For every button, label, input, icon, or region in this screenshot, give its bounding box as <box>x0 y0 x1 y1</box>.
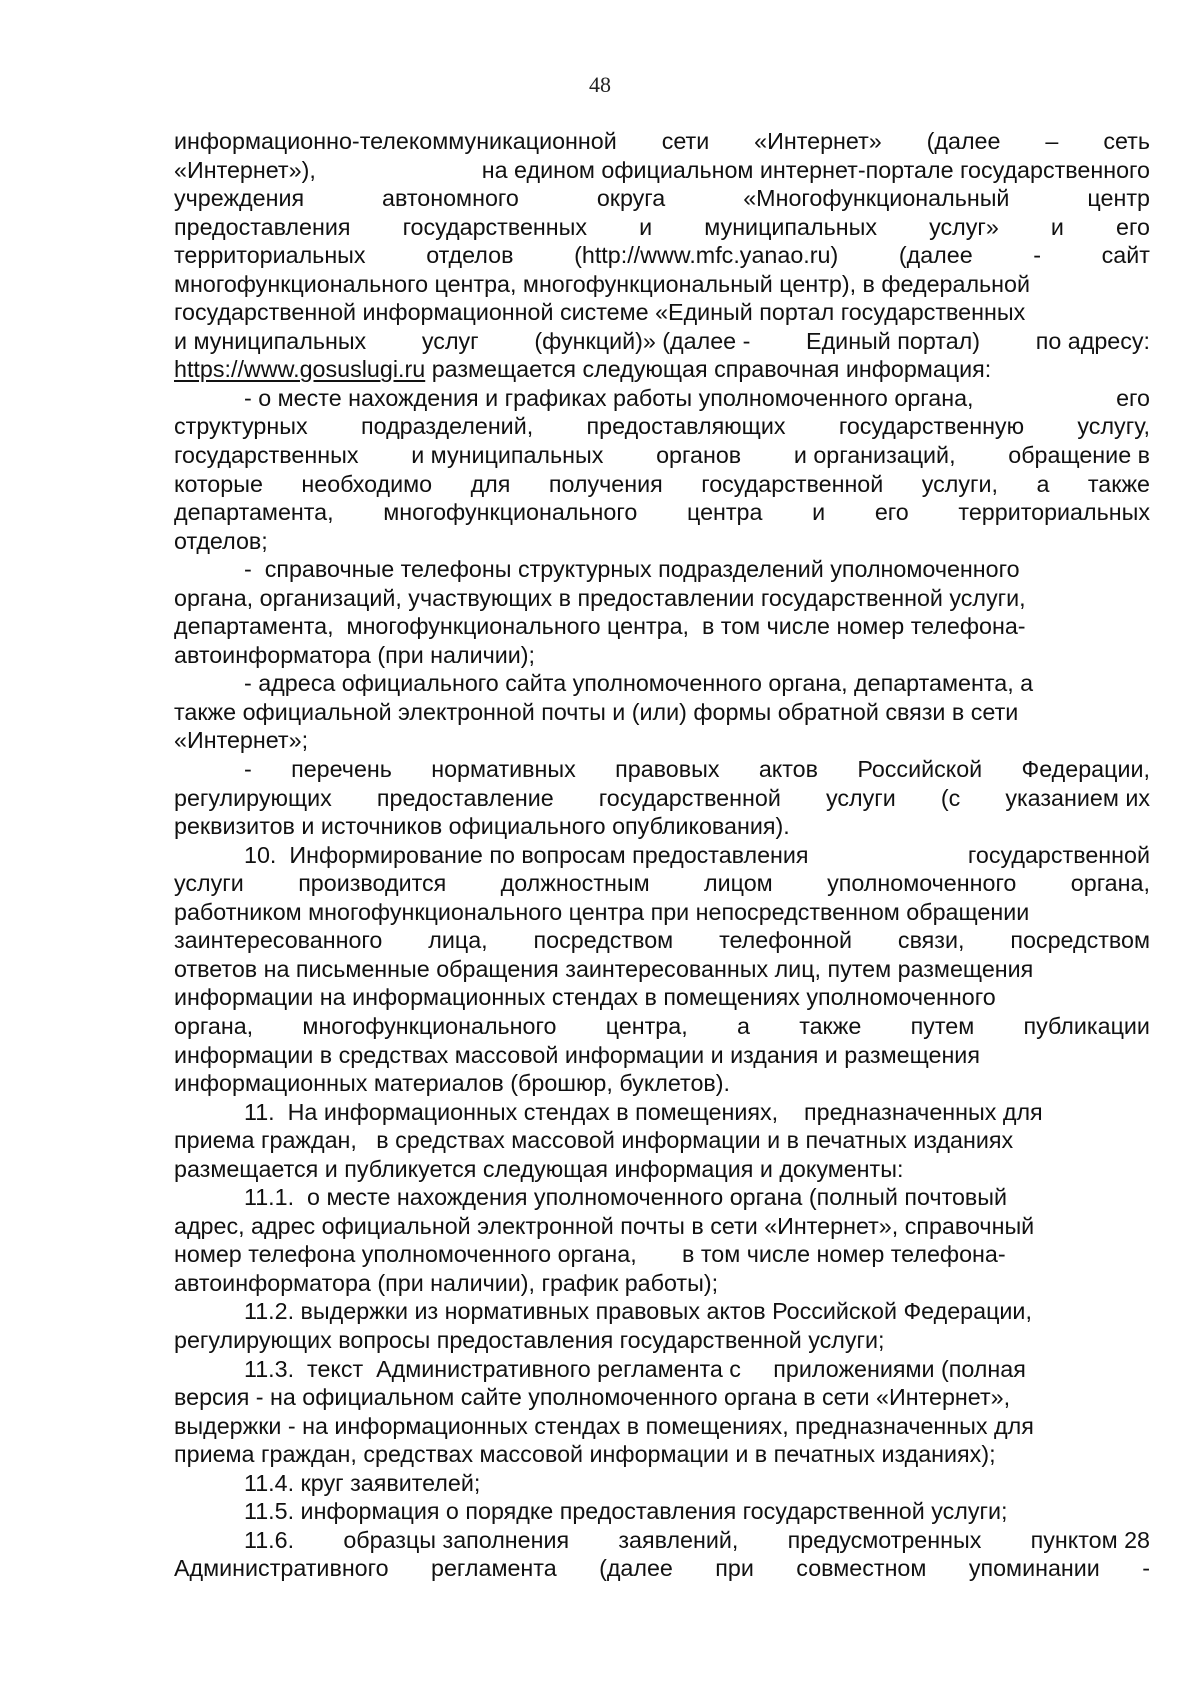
text-line <box>174 1041 1150 1070</box>
line-word: (далее <box>926 128 1001 154</box>
text-line <box>174 1126 1150 1155</box>
text-line <box>174 555 1150 584</box>
text-line <box>174 1012 1150 1041</box>
line-text: 11.5. информация о порядке предоставления государственной услуги; <box>244 1498 1008 1525</box>
text-line <box>174 527 1150 556</box>
text-line <box>174 1183 1150 1212</box>
line-word: его <box>874 499 909 526</box>
line-word: - о месте нахождения и графиках работы уполномоченного органа, <box>244 384 974 411</box>
line-word: органов <box>656 442 742 469</box>
line-word: подразделений, <box>361 413 534 440</box>
line-word: должностным <box>500 870 650 897</box>
line-word: (с <box>940 784 961 811</box>
text-line <box>174 127 1150 156</box>
line-word: структурных <box>174 413 308 440</box>
line-word: предусмотренных <box>787 1526 982 1553</box>
text-line <box>174 669 1150 698</box>
line-word: правовых <box>615 756 720 783</box>
line-word: органа, <box>1070 870 1150 897</box>
line-word: многофункционального <box>302 1012 557 1039</box>
text-line <box>174 1155 1150 1184</box>
line-word: Административного <box>174 1555 389 1582</box>
line-text: - справочные телефоны структурных подразделений уполномоченного <box>244 556 1020 583</box>
line-word: производится <box>298 870 447 897</box>
line-word: предоставляющих <box>586 413 786 440</box>
text-line <box>174 898 1150 927</box>
line-word: а <box>736 1012 750 1039</box>
line-word: сети <box>661 128 710 154</box>
line-text: приема граждан, средствах массовой информации и в печатных изданиях); <box>174 1441 996 1468</box>
line-word: публикации <box>1023 1012 1150 1039</box>
line-word: перечень <box>291 756 392 783</box>
line-word: и <box>639 213 653 240</box>
text-line <box>174 1355 1150 1384</box>
text-line <box>174 1069 1150 1098</box>
line-word: и муниципальных <box>411 442 604 469</box>
line-word: образцы заполнения <box>343 1526 570 1553</box>
line-word: также <box>799 1012 862 1039</box>
text-line <box>174 213 1150 242</box>
line-word: государственной <box>701 470 884 497</box>
line-text: информационных материалов (брошюр, буклетов). <box>174 1070 731 1097</box>
line-word: услугу, <box>1077 413 1150 440</box>
line-word: лицом <box>704 870 773 897</box>
line-word: (функций)» (далее - <box>534 327 751 354</box>
line-word: отделов <box>426 242 514 269</box>
line-word: государственных <box>402 213 588 240</box>
text-line <box>174 1554 1150 1583</box>
line-text: выдержки - на информационных стендах в помещениях, предназначенных для <box>174 1412 1034 1439</box>
line-word: Российской <box>857 756 983 783</box>
line-word: заявлений, <box>618 1526 739 1553</box>
text-line <box>174 1098 1150 1127</box>
text-line <box>174 270 1150 299</box>
text-line <box>174 298 1150 327</box>
text-line <box>174 1269 1150 1298</box>
text-line <box>174 926 1150 955</box>
text-line <box>174 498 1150 527</box>
text-line <box>174 1297 1150 1326</box>
text-line <box>174 1326 1150 1355</box>
line-word: нормативных <box>431 756 576 783</box>
text-line <box>174 812 1150 841</box>
gosuslugi-link[interactable]: https://www.gosuslugi.ru <box>174 356 426 383</box>
line-text: ответов на письменные обращения заинтересованных лиц, путем размещения <box>174 955 1034 982</box>
text-line <box>174 1212 1150 1241</box>
line-word: (далее <box>898 242 973 269</box>
line-word: и <box>1050 213 1064 240</box>
line-text: номер телефона уполномоченного органа, в том числе номер телефона- <box>174 1241 1006 1268</box>
line-text: размещается и публикуется следующая информация и документы: <box>174 1155 904 1182</box>
text-line <box>174 470 1150 499</box>
text-line <box>174 384 1150 413</box>
text-line <box>174 1383 1150 1412</box>
line-text: - адреса официального сайта уполномоченного органа, департамента, а <box>244 670 1034 697</box>
line-word: «Интернет»), <box>174 156 316 183</box>
line-word: по адресу: <box>1035 327 1150 354</box>
line-word: сеть <box>1103 128 1150 154</box>
line-text: информации в средствах массовой информации и издания и размещения <box>174 1041 980 1068</box>
line-word: центра <box>686 499 763 526</box>
text-line <box>174 641 1150 670</box>
line-word: учреждения <box>174 185 305 212</box>
line-word: «Многофункциональный <box>743 185 1010 212</box>
line-text: информации на информационных стендах в помещениях уполномоченного <box>174 984 996 1011</box>
line-word: совместном <box>796 1555 927 1582</box>
line-word: округа <box>596 185 666 212</box>
text-line <box>174 327 1150 356</box>
text-line <box>174 1526 1150 1555</box>
line-word: услуги, <box>921 470 999 497</box>
line-word: регламента <box>431 1555 557 1582</box>
line-word: предоставление <box>376 784 554 811</box>
line-word: муниципальных <box>704 213 877 240</box>
text-line <box>174 1240 1150 1269</box>
line-word: которые <box>174 470 263 497</box>
line-word: государственной <box>598 784 781 811</box>
line-text: размещается следующая справочная информация: <box>425 356 992 383</box>
line-text: многофункционального центра, многофункциональный центр), в федеральной <box>174 270 1031 297</box>
text-line <box>174 441 1150 470</box>
line-word: департамента, <box>174 499 334 526</box>
line-word: 11.6. <box>244 1526 295 1553</box>
text-line <box>174 726 1150 755</box>
text-line <box>174 955 1150 984</box>
text-line <box>174 784 1150 813</box>
text-line <box>174 612 1150 641</box>
line-word: и муниципальных <box>174 327 367 354</box>
line-word: уполномоченного <box>827 870 1017 897</box>
text-line <box>174 983 1150 1012</box>
line-word: «Интернет» <box>754 128 882 154</box>
text-line <box>174 1440 1150 1469</box>
line-word: - <box>1142 1555 1150 1582</box>
line-word: государственных <box>174 442 359 469</box>
line-word: центр <box>1087 185 1150 212</box>
line-text: версия - на официальном сайте уполномоченного органа в сети «Интернет», <box>174 1384 1011 1411</box>
line-word: Единый портал) <box>806 327 981 354</box>
text-line <box>174 841 1150 870</box>
line-word: (далее <box>599 1555 673 1582</box>
line-word: 10. Информирование по вопросам предоставления <box>244 841 809 868</box>
line-word: автономного <box>382 185 519 212</box>
line-word: при <box>715 1555 754 1582</box>
text-line <box>174 869 1150 898</box>
line-word: для <box>470 470 511 497</box>
line-word: лица, <box>428 927 488 954</box>
line-word: услуги <box>825 784 896 811</box>
line-word: телефонной <box>719 927 853 954</box>
line-word: получения <box>548 470 663 497</box>
line-text: 11. На информационных стендах в помещениях, предназначенных для <box>244 1098 1043 1125</box>
line-word: государственную <box>838 413 1025 440</box>
text-line <box>174 1412 1150 1441</box>
line-word: а <box>1036 470 1050 497</box>
line-word: заинтересованного <box>174 927 383 954</box>
text-line <box>174 698 1150 727</box>
line-word: услуги <box>174 870 244 897</box>
line-word: центра, <box>605 1012 688 1039</box>
line-word: его <box>1116 213 1150 240</box>
text-line <box>174 412 1150 441</box>
line-word: также <box>1087 470 1150 497</box>
line-text: органа, организаций, участвующих в предоставлении государственной услуги, <box>174 584 1026 611</box>
line-word: Федерации, <box>1021 756 1150 783</box>
line-word: и организаций, <box>793 442 956 469</box>
line-word: путем <box>910 1012 975 1039</box>
line-word: - <box>1033 242 1042 269</box>
line-word: актов <box>758 756 818 783</box>
line-word: - <box>244 756 252 783</box>
line-text: автоинформатора (при наличии); <box>174 641 535 668</box>
line-word: услуг» <box>929 213 999 240</box>
line-text: адрес, адрес официальной электронной почты в сети «Интернет», справочный <box>174 1212 1035 1239</box>
text-line <box>174 1497 1150 1526</box>
line-text: 11.4. круг заявителей; <box>244 1469 481 1496</box>
line-word: сайт <box>1101 242 1150 269</box>
line-word: упоминании <box>968 1555 1100 1582</box>
line-word: и <box>812 499 826 526</box>
line-text: департамента, многофункционального центра, в том числе номер телефона- <box>174 613 1026 640</box>
line-text: 11.3. текст Административного регламента с приложениями (полная <box>244 1355 1026 1382</box>
line-text: государственной информационной системе «Единый портал государственных <box>174 299 1026 326</box>
body-text <box>174 127 1150 1583</box>
text-line <box>174 156 1150 185</box>
text-line <box>174 241 1150 270</box>
line-word: органа, <box>174 1012 254 1039</box>
line-word: посредством <box>1010 927 1150 954</box>
text-line <box>174 584 1150 613</box>
text-line <box>174 184 1150 213</box>
line-word: обращение в <box>1008 442 1150 469</box>
line-word: связи, <box>897 927 965 954</box>
line-text: «Интернет»; <box>174 727 309 754</box>
text-line <box>174 355 1150 384</box>
line-text: регулирующих вопросы предоставления государственной услуги; <box>174 1326 885 1353</box>
line-text: работником многофункционального центра при непосредственном обращении <box>174 898 1030 925</box>
line-word: территориальных <box>958 499 1150 526</box>
line-word: услуг <box>421 327 479 354</box>
line-word: пунктом 28 <box>1030 1526 1150 1553</box>
line-text: реквизитов и источников официального опубликования). <box>174 813 790 840</box>
line-text: приема граждан, в средствах массовой информации и в печатных изданиях <box>174 1127 1014 1154</box>
line-word: его <box>1116 384 1150 411</box>
text-line <box>174 755 1150 784</box>
line-word: на едином официальном интернет-портале государственного <box>481 156 1150 183</box>
page-number: 48 <box>589 72 611 97</box>
line-text: отделов; <box>174 527 268 554</box>
line-text: 11.2. выдержки из нормативных правовых актов Российской Федерации, <box>244 1298 1032 1325</box>
line-word: государственной <box>967 841 1150 868</box>
line-word: необходимо <box>301 470 433 497</box>
line-text: 11.1. о месте нахождения уполномоченного органа (полный почтовый <box>244 1184 1008 1211</box>
line-word: территориальных <box>174 242 366 269</box>
line-word: указанием их <box>1005 784 1150 811</box>
line-word: посредством <box>533 927 674 954</box>
line-word: регулирующих <box>174 784 332 811</box>
line-word: многофункционального <box>383 499 638 526</box>
line-text: автоинформатора (при наличии), график работы); <box>174 1269 719 1296</box>
line-word: – <box>1045 128 1059 154</box>
line-word: предоставления <box>174 213 351 240</box>
line-word: информационно-телекоммуникационной <box>174 128 617 154</box>
line-word: (http://www.mfc.yanao.ru) <box>574 242 839 269</box>
line-text: также официальной электронной почты и (или) формы обратной связи в сети <box>174 698 1019 725</box>
text-line <box>174 1469 1150 1498</box>
